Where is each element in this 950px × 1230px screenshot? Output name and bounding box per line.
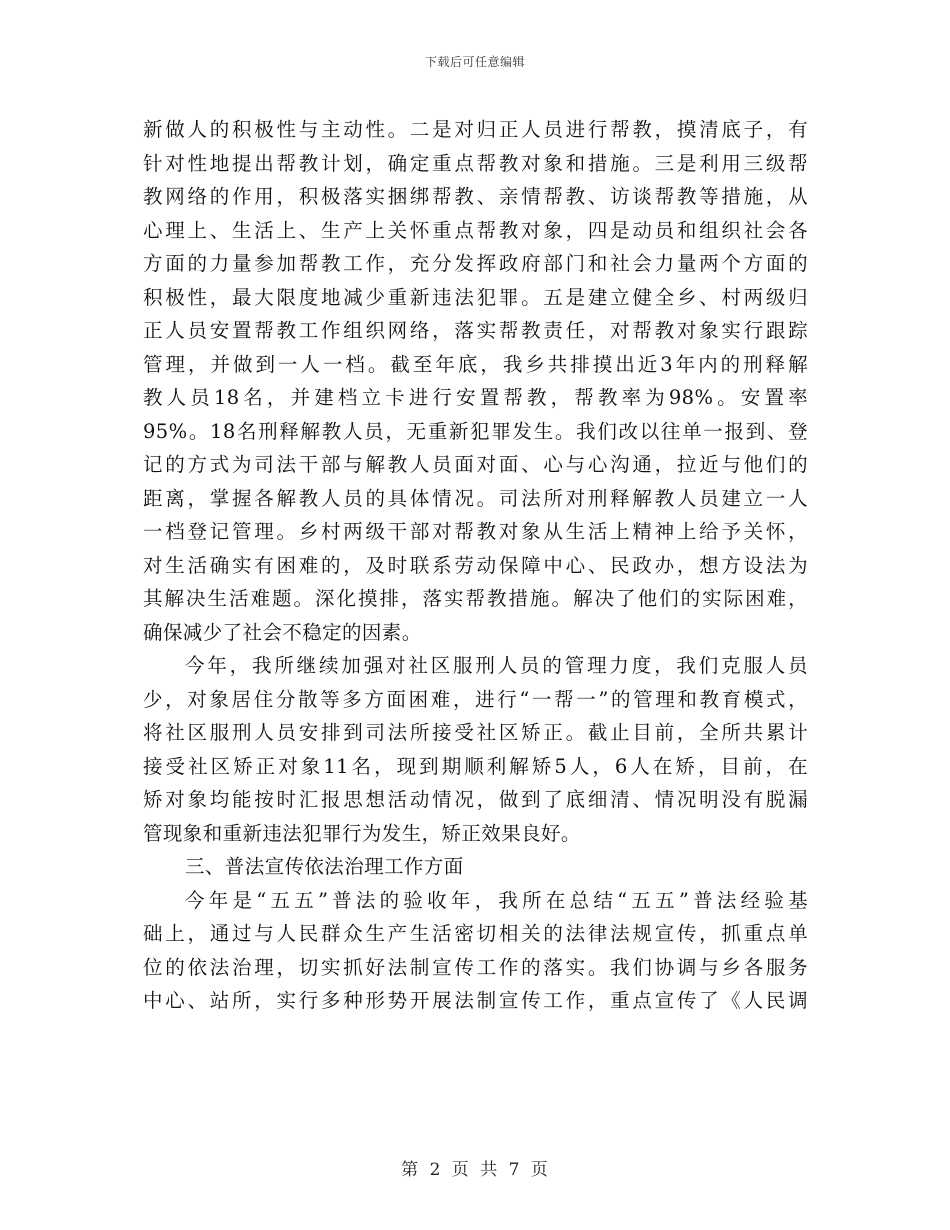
page-number: 第 2 页 共 7 页 [401, 1160, 549, 1180]
page-header-note: 下载后可任意编辑 [424, 55, 525, 69]
text-line: 积极性，最大限度地减少重新违法犯罪。五是建立健全乡、村两级归 [143, 285, 808, 309]
text-line: 今年是“五五”普法的验收年，我所在总结“五五”普法经验基 [185, 888, 808, 912]
section-heading: 三、普法宣传依法治理工作方面 [185, 855, 464, 878]
text-line: 针对性地提出帮教计划，确定重点帮教对象和措施。三是利用三级帮 [143, 151, 808, 175]
text-line: 95%。18名刑释解教人员，无重新犯罪发生。我们改以往单一报到、登 [143, 419, 808, 443]
document-body [143, 113, 808, 1018]
text-line: 其解决生活难题。深化摸排，落实帮教措施。解决了他们的实际困难， [143, 587, 808, 610]
text-line: 础上，通过与人民群众生产生活密切相关的法律法规宣传，抓重点单 [143, 922, 808, 945]
text-line: 教人员18名，并建档立卡进行安置帮教，帮教率为98%。安置率 [143, 386, 808, 409]
text-line: 距离，掌握各解教人员的具体情况。司法所对刑释解教人员建立一人 [143, 486, 808, 510]
text-line: 管现象和重新违法犯罪行为发生，矫正效果良好。 [143, 821, 581, 845]
text-line: 矫对象均能按时汇报思想活动情况，做到了底细清、情况明没有脱漏 [143, 788, 808, 811]
text-line: 接受社区矫正对象11名，现到期顺利解矫5人，6人在矫，目前，在 [143, 754, 808, 778]
text-line: 心理上、生活上、生产上关怀重点帮教对象，四是动员和组织社会各 [143, 218, 808, 242]
text-line: 管理，并做到一人一档。截至年底，我乡共排摸出近3年内的刑释解 [143, 352, 808, 376]
text-line: 对生活确实有困难的，及时联系劳动保障中心、民政办，想方设法为 [143, 553, 808, 577]
text-line: 新做人的积极性与主动性。二是对归正人员进行帮教，摸清底子，有 [143, 118, 808, 141]
text-line: 少，对象居住分散等多方面困难，进行“一帮一”的管理和教育模式， [143, 687, 808, 711]
text-line: 方面的力量参加帮教工作，充分发挥政府部门和社会力量两个方面的 [143, 252, 808, 275]
text-line: 位的依法治理，切实抓好法制宣传工作的落实。我们协调与乡各服务 [143, 955, 808, 979]
text-line: 确保减少了社会不稳定的因素。 [143, 620, 422, 644]
text-line: 将社区服刑人员安排到司法所接受社区矫正。截止目前，全所共累计 [143, 721, 808, 744]
text-line: 正人员安置帮教工作组织网络，落实帮教责任，对帮教对象实行跟踪 [143, 319, 808, 342]
text-line: 中心、站所，实行多种形势开展法制宣传工作，重点宣传了《人民调 [143, 989, 808, 1012]
text-line: 记的方式为司法干部与解教人员面对面、心与心沟通，拉近与他们的 [143, 453, 808, 476]
text-line: 今年，我所继续加强对社区服刑人员的管理力度，我们克服人员 [185, 654, 808, 677]
text-line: 一档登记管理。乡村两级干部对帮教对象从生活上精神上给予关怀， [143, 520, 808, 543]
text-line: 教网络的作用，积极落实捆绑帮教、亲情帮教、访谈帮教等措施，从 [143, 185, 808, 208]
